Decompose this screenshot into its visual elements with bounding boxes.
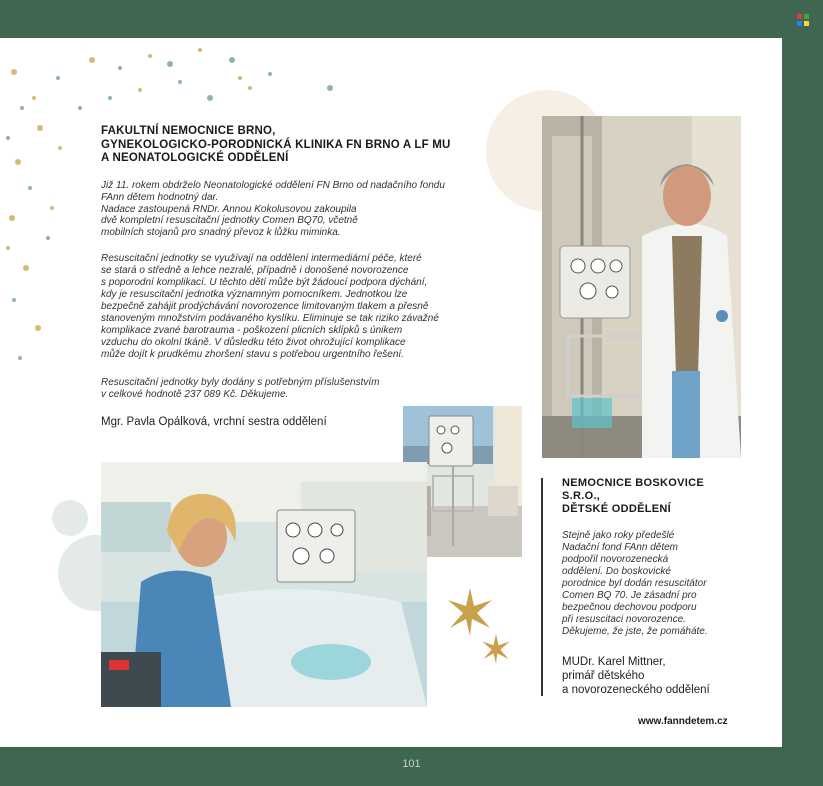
heading-line: S.R.O., <box>562 490 601 502</box>
text-line: kdy je resuscitační jednotka významným pomocníkem. Jednotkou lze <box>101 289 408 300</box>
decorative-dot <box>50 206 54 210</box>
text-line: porodnice byl dodán resuscitátor <box>562 578 707 589</box>
decorative-dot <box>327 85 333 91</box>
text-line: bezpečnou dechovou podporu <box>562 602 697 613</box>
decorative-dot <box>78 106 82 110</box>
text-line: Již 11. rokem obdrželo Neonatologické oddělení FN Brno od nadačního fondu <box>101 180 445 191</box>
decorative-dot <box>9 215 15 221</box>
signature-line: MUDr. Karel Mittner, <box>562 656 666 668</box>
decorative-dot <box>6 136 10 140</box>
text-line: vzduchu do okolní tkáně. V důsledku této život ohrožující komplikace <box>101 337 406 348</box>
decorative-dot <box>148 54 152 58</box>
signature-line: primář dětského <box>562 670 645 682</box>
photo-doctor-with-unit <box>542 116 741 458</box>
text-line: mobilních stojanů pro snadný převoz k lůžku miminka. <box>101 227 341 239</box>
decorative-dot <box>15 159 21 165</box>
decorative-dot <box>32 96 36 100</box>
text-line: Resuscitační jednotky byly dodány s potřebným příslušenstvím <box>101 377 380 388</box>
main-heading <box>101 125 501 166</box>
heading-line: GYNEKOLOGICKO-PORODNICKÁ KLINIKA FN BRNO A LF MU <box>101 138 451 151</box>
gold-star-icon <box>481 634 511 664</box>
decorative-dot <box>18 356 22 360</box>
text-line: s poporodní komplikací. U těchto dětí může být žádoucí podpora dýchání, <box>101 277 428 288</box>
text-line: v celkové hodnotě 237 089 Kč. Děkujeme. <box>101 389 289 400</box>
decorative-dot <box>238 76 242 80</box>
decorative-dot <box>56 76 60 80</box>
decorative-dot <box>37 125 43 131</box>
text-line: může dojít k prudkému zhoršení stavu s potřebou urgentního řešení. <box>101 349 404 360</box>
decorative-dot <box>207 95 213 101</box>
website-link[interactable]: www.fanndetem.cz <box>638 716 728 727</box>
decorative-dot <box>20 106 24 110</box>
decorative-dot <box>178 80 182 84</box>
decorative-dot <box>198 48 202 52</box>
apps-grid-icon[interactable] <box>797 14 809 26</box>
heading-line: FAKULTNÍ NEMOCNICE BRNO, <box>101 125 276 137</box>
closing-paragraph <box>101 377 501 401</box>
photo-nurse-with-incubator <box>101 462 427 707</box>
text-line: Comen BQ 70. Je zásadní pro <box>562 590 697 601</box>
text-line: Stejně jako roky předešlé <box>562 530 675 541</box>
decorative-dot <box>11 69 17 75</box>
text-line: bezpečně zahájit prodýchávání novorozence limitovaným tlakem a přesně <box>101 301 429 312</box>
signature-line: a novorozeneckého oddělení <box>562 684 710 696</box>
decorative-dot <box>35 325 41 331</box>
decorative-dot <box>23 265 29 271</box>
document-page <box>0 38 782 747</box>
decorative-dot <box>167 61 173 67</box>
text-line: při resuscitaci novorozence. <box>562 614 686 625</box>
text-line: dvě kompletní resuscitační jednotky Comen BQ70, včetně <box>101 215 358 227</box>
decorative-dot <box>108 96 112 100</box>
signature-nurse: Mgr. Pavla Opálková, vrchní sestra oddělení <box>101 416 327 428</box>
text-line: podpořil novorozenecká <box>562 554 669 565</box>
decorative-dot <box>28 186 32 190</box>
decorative-dot <box>268 72 272 76</box>
heading-line: NEMOCNICE BOSKOVICE <box>562 477 704 489</box>
text-line: Nadační fond FAnn dětem <box>562 542 678 553</box>
heading-line: A NEONATOLOGICKÉ ODDĚLENÍ <box>101 152 289 164</box>
text-line: komplikace zvané barotrauma - poškození plicních sklípků s únikem <box>101 325 403 336</box>
decorative-dot <box>46 236 50 240</box>
decorative-dot <box>89 57 95 63</box>
page-number: 101 <box>402 758 421 770</box>
decorative-dot <box>6 246 10 250</box>
decorative-dot <box>138 88 142 92</box>
decorative-circle <box>52 500 88 536</box>
gold-star-icon <box>446 588 494 636</box>
heading-line: DĚTSKÉ ODDĚLENÍ <box>562 503 672 515</box>
decorative-dot <box>12 298 16 302</box>
text-line: oddělení. Do boskovické <box>562 566 671 577</box>
intro-paragraph <box>101 180 501 239</box>
decorative-dot <box>58 146 62 150</box>
signature-doctor <box>562 655 742 697</box>
text-line: stanoveným množstvím podávaného kyslíku. Eliminuje se tak riziko závažné <box>101 313 439 324</box>
side-paragraph <box>562 530 737 638</box>
decorative-dot <box>248 86 252 90</box>
side-heading <box>562 477 732 516</box>
text-line: se stará o středně a lehce nezralé, případně i donošené novorozence <box>101 265 409 276</box>
text-line: FAnn dětem hodnotný dar. <box>101 191 219 203</box>
section-divider <box>541 478 543 696</box>
decorative-dot <box>118 66 122 70</box>
text-line: Nadace zastoupená RNDr. Annou Kokolusovou zakoupila <box>101 203 357 215</box>
body-paragraph <box>101 253 501 361</box>
decorative-dot <box>229 57 235 63</box>
text-line: Děkujeme, že jste, že pomáháte. <box>562 626 708 637</box>
text-line: Resuscitační jednotky se využívají na oddělení intermediární péče, které <box>101 253 422 264</box>
